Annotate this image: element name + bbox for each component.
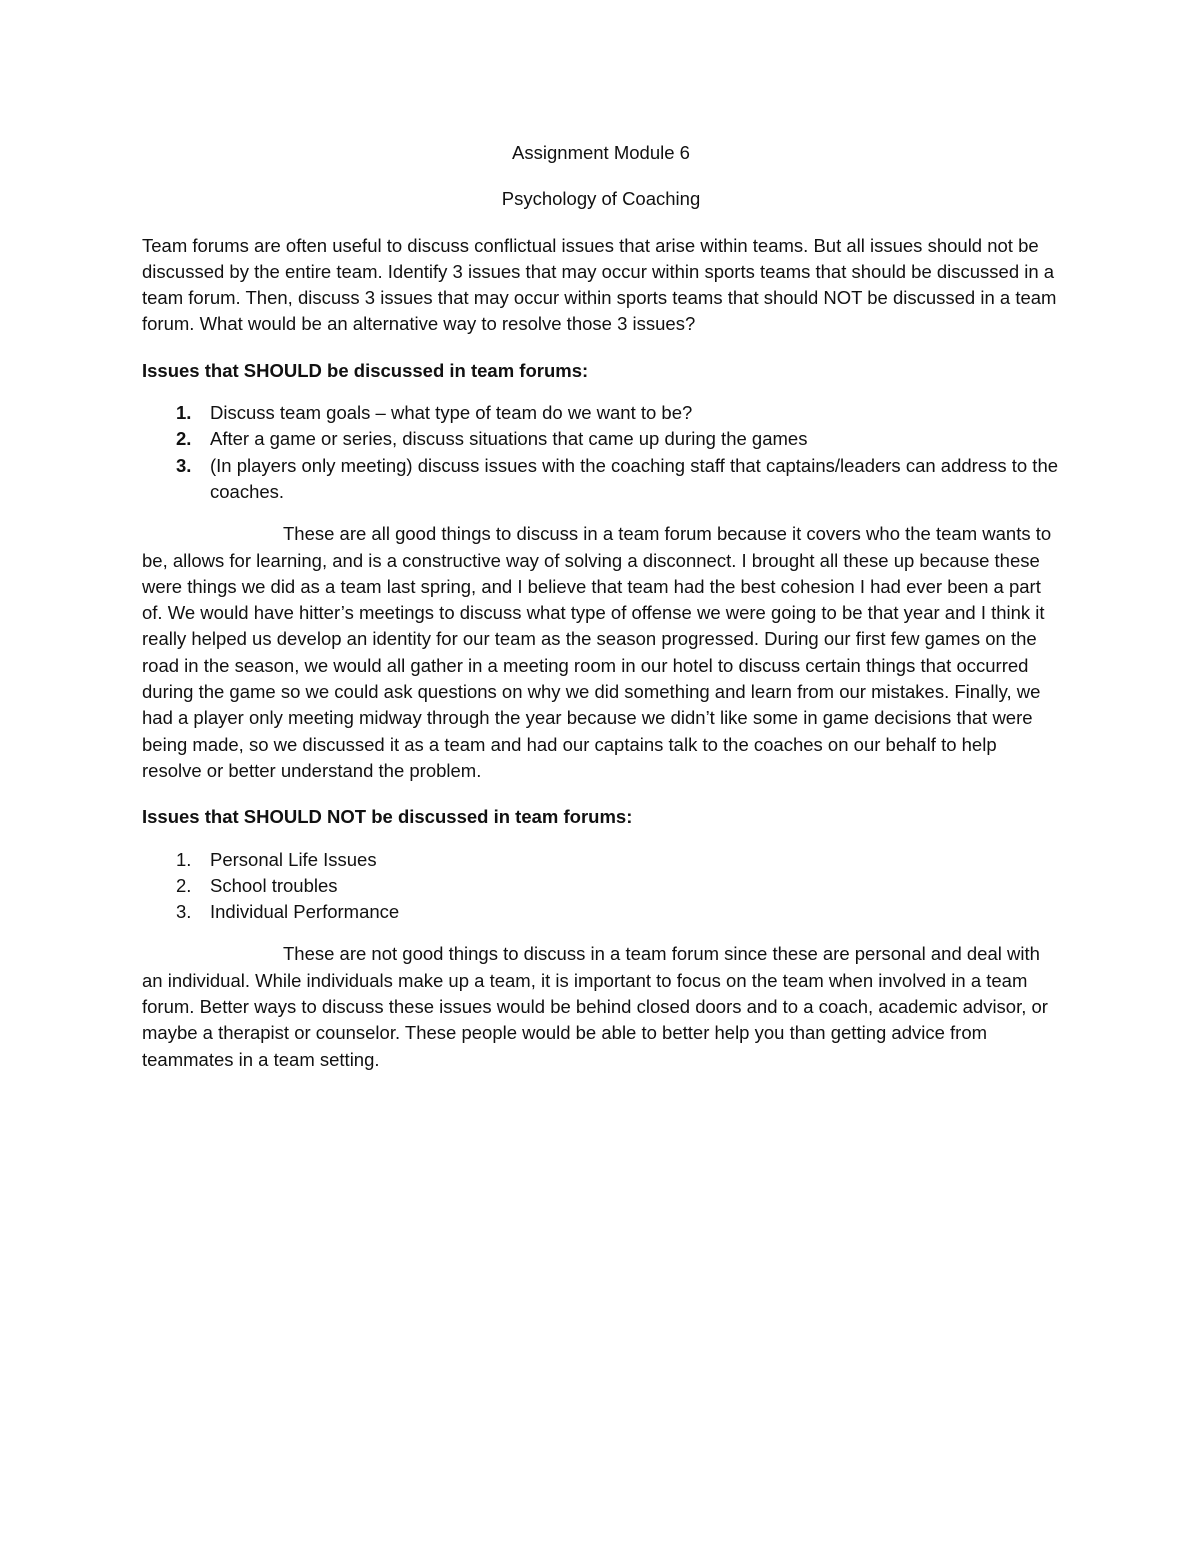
should-not-issues-list xyxy=(142,847,1060,926)
assignment-prompt: Team forums are often useful to discuss conflictual issues that arise within teams. But all issues should not be discussed by the entire team. Identify 3 issues that may occur within sports teams that should be discussed in a team forum. Then, discuss 3 issues that may occur within sports teams that should NOT be discussed in a team forum. What would be an alternative way to resolve those 3 issues? xyxy=(142,234,1057,335)
list-item-number: 2. xyxy=(176,428,192,450)
list-item-text: (In players only meeting) discuss issues with the coaching staff that captains/leaders can address to the coaches. xyxy=(210,454,1059,502)
list-item-text: Discuss team goals – what type of team do we want to be? xyxy=(210,402,693,424)
list-item xyxy=(142,873,1060,899)
list-item xyxy=(142,453,1060,506)
list-item-text: Individual Performance xyxy=(210,901,400,923)
list-item-text: School troubles xyxy=(210,874,338,896)
list-item xyxy=(142,400,1060,426)
should-section-heading: Issues that SHOULD be discussed in team forums: xyxy=(142,359,589,381)
list-item xyxy=(142,847,1060,873)
should-not-section-heading: Issues that SHOULD NOT be discussed in team forums: xyxy=(142,806,633,828)
document-subtitle: Psychology of Coaching xyxy=(501,188,701,210)
list-item-text: After a game or series, discuss situations that came up during the games xyxy=(210,428,808,450)
should-not-explanation: These are not good things to discuss in a team forum since these are personal and deal with an individual. While individuals make up a team, it is important to focus on the team when involved in a team forum. Better ways to discuss these issues would be behind closed doors and to a coach, academic advisor, or maybe a therapist or counselor. These people would be able to better help you than getting advice from teammates in a team setting. xyxy=(142,943,1048,1070)
document-body xyxy=(142,140,1060,1073)
list-item-number: 2. xyxy=(176,874,192,896)
list-item xyxy=(142,899,1060,925)
should-explanation: These are all good things to discuss in a team forum because it covers who the team wants to be, allows for learning, and is a constructive way of solving a disconnect. I brought all these up because these were things we did as a team last spring, and I believe that team had the best cohesion I had ever been a part of. We would have hitter’s meetings to discuss what type of offense we were going to be that year and I think it really helped us develop an identity for our team as the season progressed. During our first few games on the road in the season, we would all gather in a meeting room in our hotel to discuss certain things that occurred during the game so we could ask questions on why we did something and learn from our mistakes. Finally, we had a player only meeting midway through the year because we didn’t like some in game decisions that were being made, so we discussed it as a team and had our captains talk to the coaches on our behalf to help resolve or better understand the problem. xyxy=(142,523,1052,781)
should-issues-list xyxy=(142,400,1060,505)
document-title: Assignment Module 6 xyxy=(512,142,690,163)
list-item-number: 3. xyxy=(176,901,192,923)
list-item xyxy=(142,426,1060,452)
list-item-number: 1. xyxy=(176,402,192,424)
list-item-number: 1. xyxy=(176,848,192,870)
list-item-text: Personal Life Issues xyxy=(210,848,377,870)
list-item-number: 3. xyxy=(176,454,192,476)
